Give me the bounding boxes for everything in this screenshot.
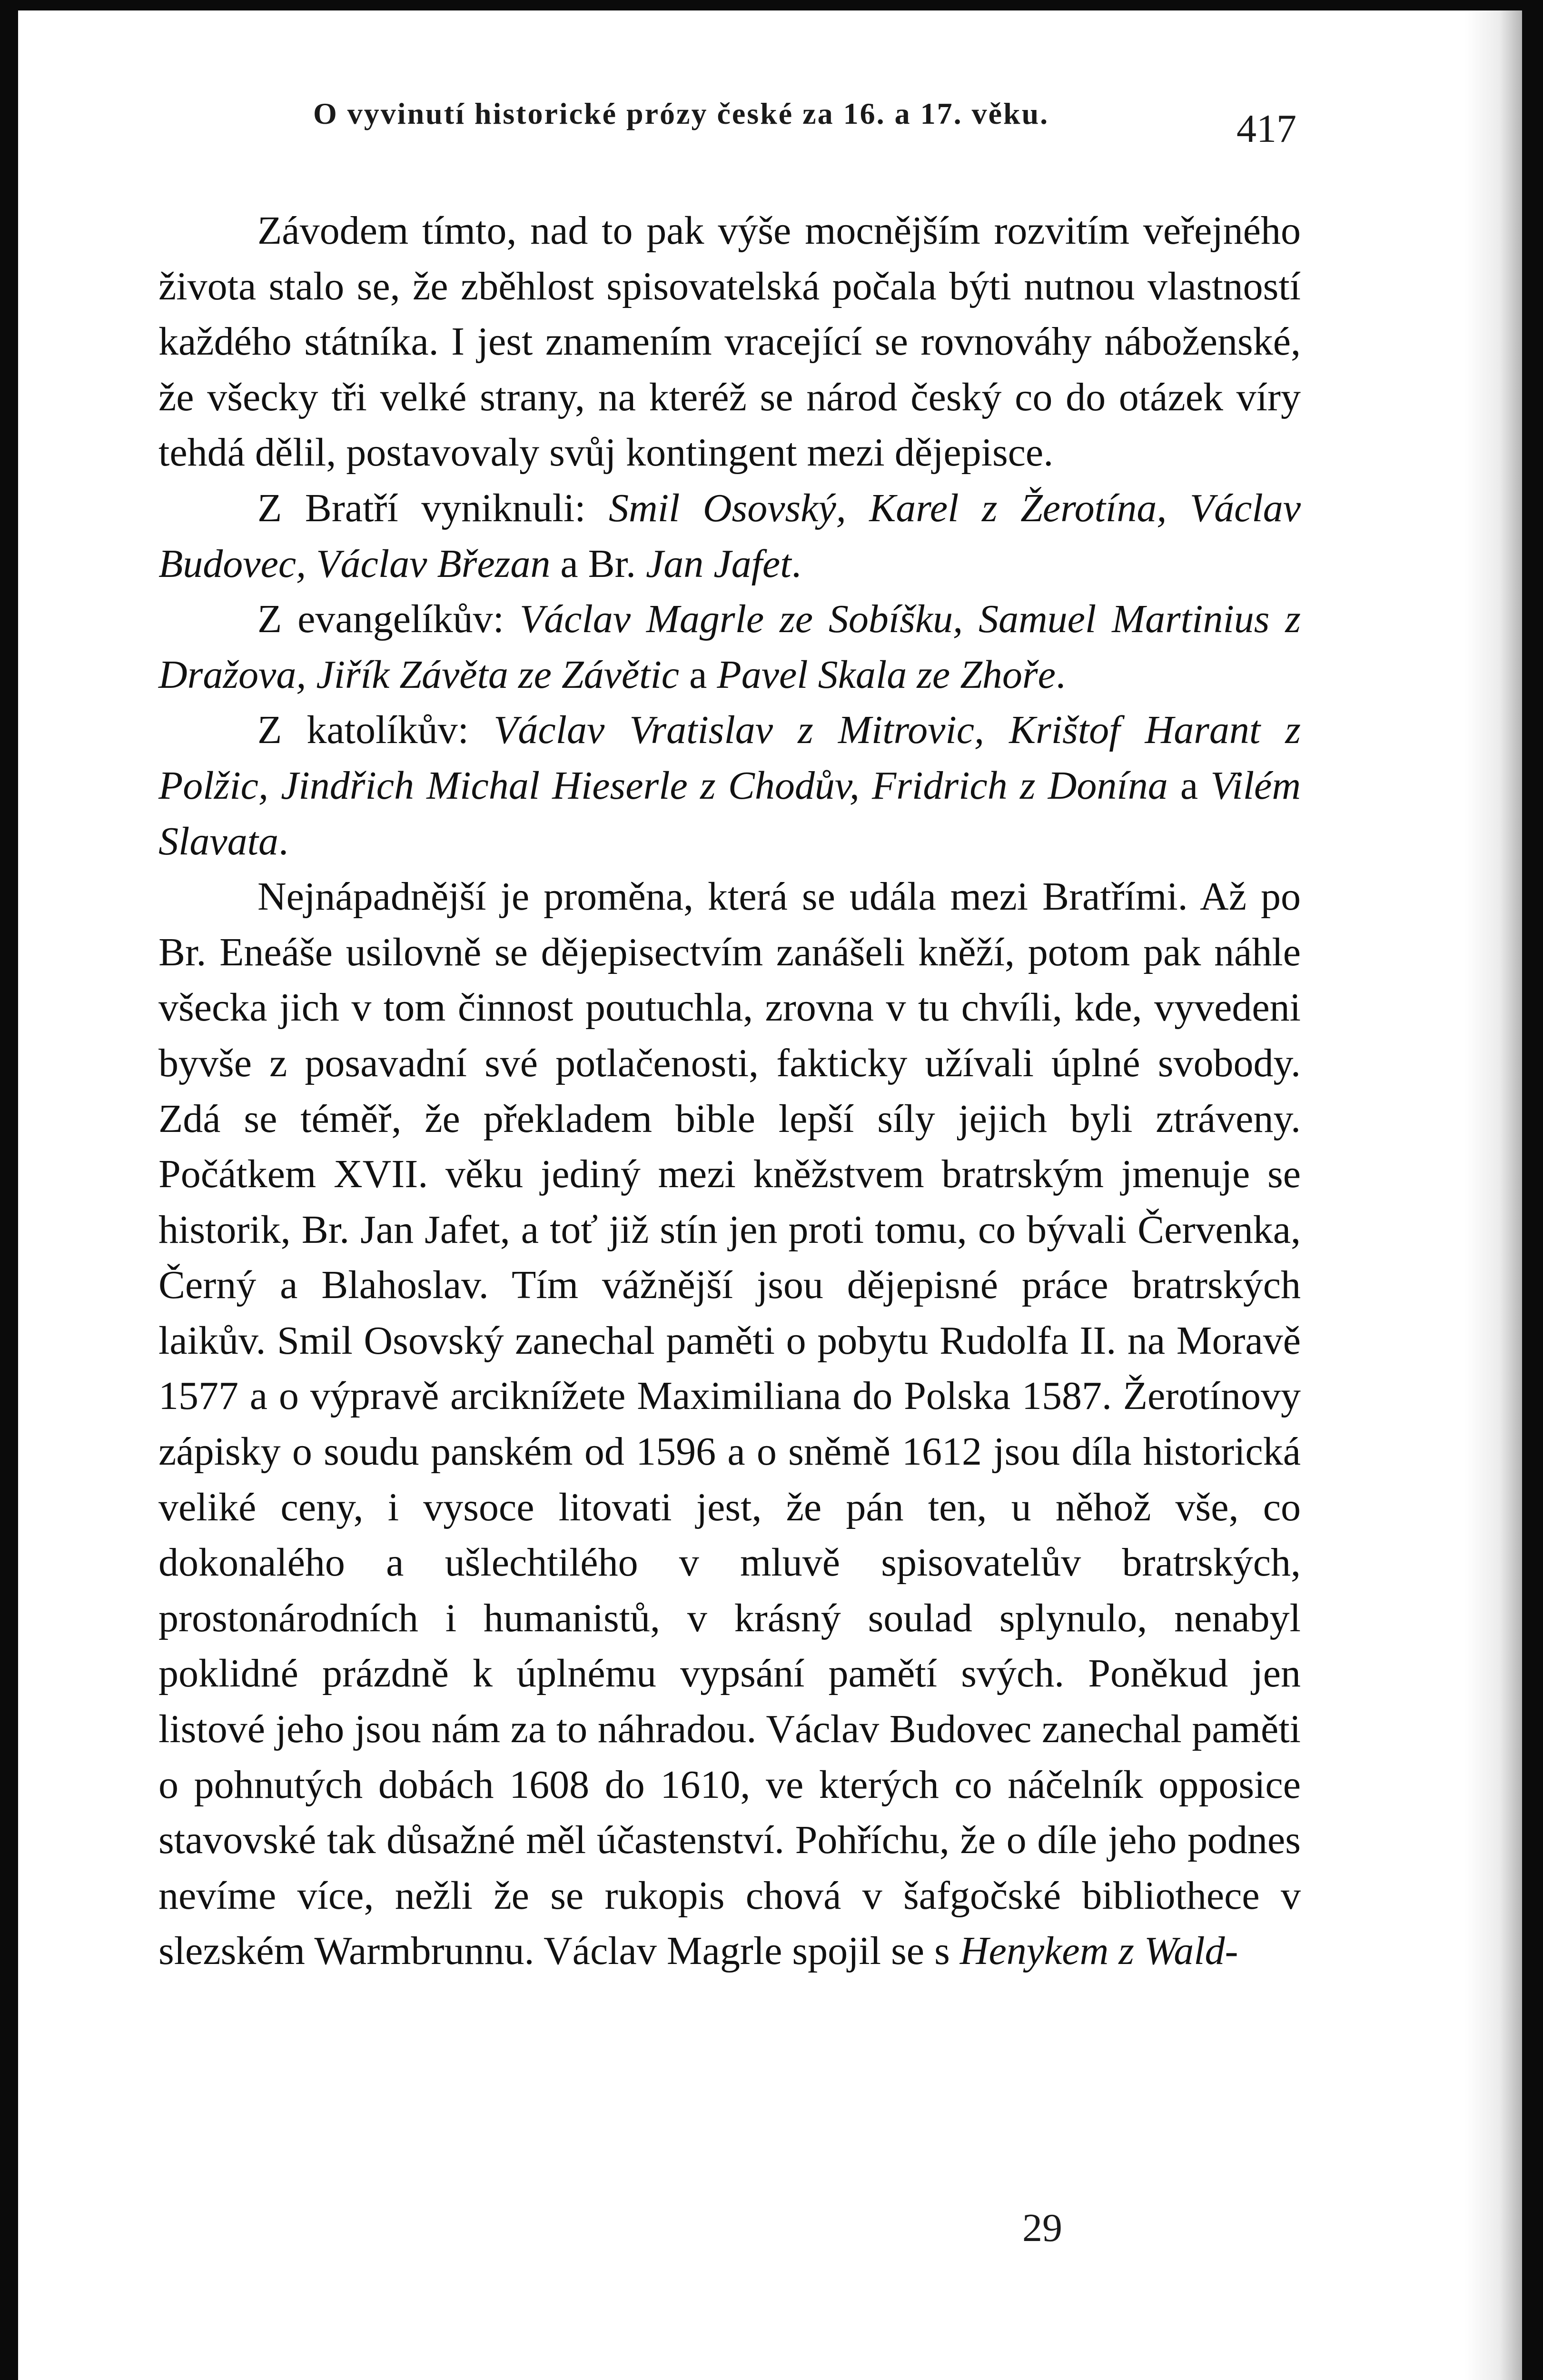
- bratri-conj: a Br.: [550, 541, 646, 586]
- evangelici-label: Z evangelíkův:: [257, 597, 520, 642]
- paragraph-katolici: [158, 703, 1301, 869]
- katolici-end: .: [278, 819, 288, 863]
- bratri-end: .: [791, 541, 801, 586]
- paragraph-main-text: Nejnápadnější je proměna, která se udála mezi Bratřími. Až po Br. Eneáše usilovně se dějepisectvím zanášeli kněží, potom pak náhle všecka jich v tom činnost poutuchla, zrovna v tu chvíli, kde, vyvedeni byvše z posavadní své potlačenosti, fakticky užívali úplné svobody. Zdá se téměř, že překladem bible lepší síly jejich byli ztráveny. Počátkem XVII. věku jediný mezi kněžstvem bratrským jmenuje se historik, Br. Jan Jafet, a toť již stín jen proti tomu, co bývali Červenka, Černý a Blahoslav. Tím vážnější jsou dějepisné práce bratrských laikův. Smil Osovský zanechal paměti o pobytu Rudolfa II. na Moravě 1577 a o výpravě arciknížete Maximiliana do Polska 1587. Žerotínovy zápisky o soudu panském od 1596 a o sněmě 1612 jsou díla historická veliké ceny, i vysoce litovati jest, že pán ten, u něhož vše, co dokonalého a ušlechtilého v mluvě spisovatelův bratrských, prostonárodních i humanistů, v krásný soulad splynulo, nenabyl poklidné prázdně k úplnému vypsání pamětí svých. Poněkud jen listové jeho jsou nám za to náhradou. Václav Budovec zanechal paměti o pohnutých dobách 1608 do 1610, ve kterých co náčelník opposice stavovské tak důsažné měl účastenství. Pohříchu, že o díle jeho podnes nevíme více, nežli že se rukopis chová v šafgočské bibliothece v slezském Warmbrunnu. Václav Magrle spojil se s: [158, 874, 1301, 1973]
- katolici-label: Z katolíkův:: [257, 708, 494, 753]
- bratri-label: Z Bratří vyniknuli:: [257, 486, 609, 530]
- body-text: [158, 203, 1301, 1979]
- paragraph-intro: Závodem tímto, nad to pak výše mocnějším rozvitím veřejného života stalo se, že zběhlost spisovatelská počala býti nutnou vlastností každého státníka. I jest znamením vracející se rovnováhy náboženské, že všecky tři velké strany, na kteréž se národ český co do otázek víry tehdá dělil, postavovaly svůj kontingent mezi dějepisce.: [158, 208, 1301, 475]
- signature-mark: 29: [1022, 2206, 1062, 2250]
- katolici-last: Vilém Slavata: [158, 763, 1301, 863]
- evangelici-names: Václav Magrle ze Sobíšku, Samuel Martinius z Dražova, Jiřík Závěta ze Závětic: [158, 597, 1301, 697]
- katolici-names: Václav Vratislav z Mitrovic, Krištof Harant z Polžic, Jindřich Michal Hieserle z Chodův, Fridrich z Donína: [158, 708, 1301, 808]
- katolici-conj: a: [1167, 763, 1211, 808]
- paragraph-bratri: [158, 481, 1301, 592]
- paragraph-bratri-historians: [158, 869, 1301, 1979]
- bratri-names: Smil Osovský, Karel z Žerotína, Václav Budovec, Václav Březan: [158, 486, 1301, 586]
- evangelici-end: .: [1055, 652, 1066, 697]
- bratri-last: Jan Jafet: [646, 541, 791, 586]
- page-edge-shadow: [1465, 10, 1522, 2380]
- running-header: O vyvinutí historické prózy české za 16. a 17. věku.: [313, 97, 1049, 130]
- book-page: [18, 10, 1522, 2380]
- page-number: 417: [1236, 107, 1296, 151]
- evangelici-last: Pavel Skala ze Zhoře: [717, 652, 1056, 697]
- paragraph-italic-tail: Henykem z Wald-: [959, 1929, 1238, 1973]
- evangelici-conj: a: [679, 652, 717, 697]
- paragraph-evangelici: [158, 592, 1301, 703]
